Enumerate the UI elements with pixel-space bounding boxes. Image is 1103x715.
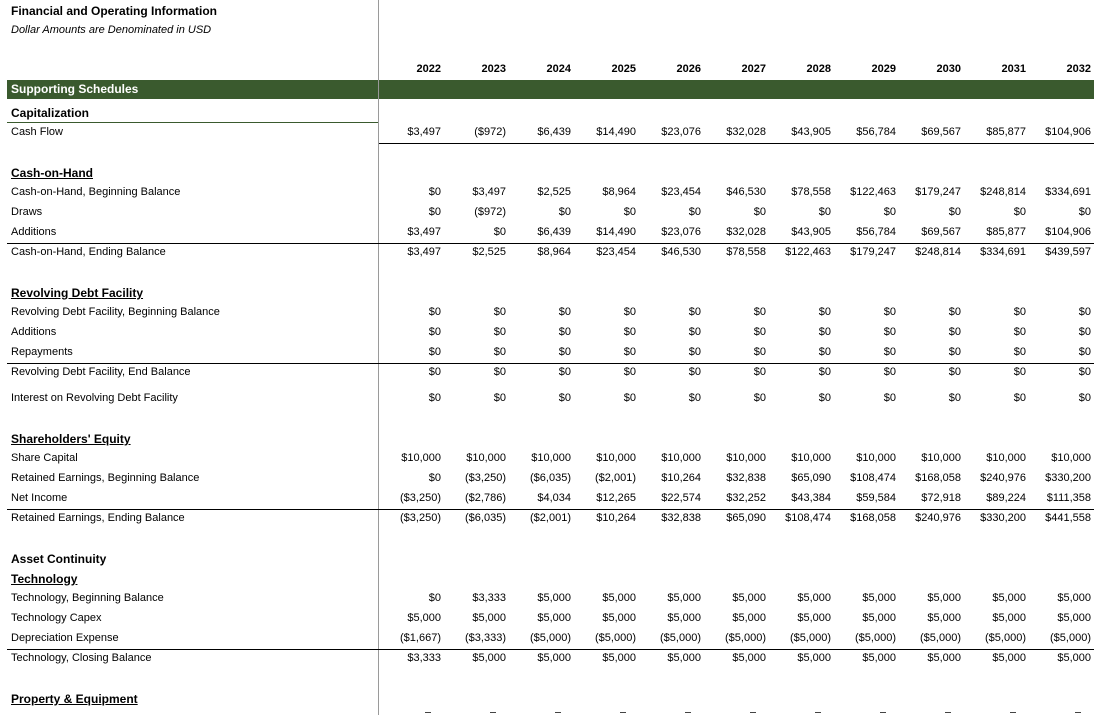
cell-2025: $10,264 — [596, 512, 636, 524]
cell-2023: $0 — [493, 392, 506, 404]
year-header-2031: 2031 — [1001, 63, 1026, 75]
cell-2032: $0 — [1078, 326, 1091, 338]
cell-2031: $0 — [1013, 306, 1026, 318]
row-label: Interest on Revolving Debt Facility — [11, 392, 178, 404]
cutoff-mark — [945, 712, 951, 713]
cell-2025: ($5,000) — [595, 632, 636, 644]
cell-2027: $32,838 — [726, 472, 766, 484]
section-cash-on-hand — [0, 165, 1103, 181]
table-row — [0, 365, 1103, 381]
cell-2028: $0 — [818, 366, 831, 378]
cell-2028: $43,905 — [791, 226, 831, 238]
cell-2027: $0 — [753, 346, 766, 358]
cell-2031: $0 — [1013, 326, 1026, 338]
cell-2023: $0 — [493, 366, 506, 378]
cutoff-mark — [425, 712, 431, 713]
cash-total-line — [7, 243, 1094, 244]
cell-2030: $10,000 — [921, 452, 961, 464]
cell-2026: $0 — [688, 326, 701, 338]
cell-2026: $10,264 — [661, 472, 701, 484]
cell-2031: $85,877 — [986, 126, 1026, 138]
cell-2030: ($5,000) — [920, 632, 961, 644]
section-property-equipment — [0, 691, 1103, 707]
table-row — [0, 345, 1103, 361]
cell-2025: $23,454 — [596, 246, 636, 258]
cell-2027: $46,530 — [726, 186, 766, 198]
cell-2026: $0 — [688, 392, 701, 404]
capitalization-underline — [7, 122, 378, 123]
cell-2023: ($3,250) — [465, 472, 506, 484]
cell-2027: $65,090 — [726, 512, 766, 524]
cutoff-mark — [1010, 712, 1016, 713]
table-row — [0, 391, 1103, 407]
row-label: Cash Flow — [11, 126, 63, 138]
table-row — [0, 185, 1103, 201]
year-header-2026: 2026 — [676, 63, 701, 75]
cutoff-mark — [555, 712, 561, 713]
cell-2025: $5,000 — [602, 612, 636, 624]
cell-2027: $5,000 — [732, 592, 766, 604]
cell-2023: $10,000 — [466, 452, 506, 464]
cell-2023: ($972) — [474, 206, 506, 218]
cell-2027: $32,028 — [726, 126, 766, 138]
cell-2029: $122,463 — [850, 186, 896, 198]
cell-2029: $59,584 — [856, 492, 896, 504]
year-header-row — [379, 61, 1094, 79]
table-row — [0, 325, 1103, 341]
section-cash-on-hand-label: Cash-on-Hand — [11, 166, 93, 180]
cell-2030: $240,976 — [915, 512, 961, 524]
cell-2026: $0 — [688, 366, 701, 378]
cell-2029: $5,000 — [862, 612, 896, 624]
cell-2023: ($972) — [474, 126, 506, 138]
cell-2031: $89,224 — [986, 492, 1026, 504]
revolver-total-line — [7, 363, 1094, 364]
table-row — [0, 245, 1103, 261]
cell-2024: $0 — [558, 306, 571, 318]
year-header-2030: 2030 — [936, 63, 961, 75]
cell-2024: $0 — [558, 326, 571, 338]
cell-2023: $0 — [493, 226, 506, 238]
cell-2030: $5,000 — [927, 612, 961, 624]
cutoff-mark — [685, 712, 691, 713]
cell-2029: ($5,000) — [855, 632, 896, 644]
cell-2028: $10,000 — [791, 452, 831, 464]
row-label: Share Capital — [11, 452, 78, 464]
cell-2023: $0 — [493, 306, 506, 318]
cell-2023: ($2,786) — [465, 492, 506, 504]
section-banner-label: Supporting Schedules — [11, 82, 139, 96]
row-label: Technology Capex — [11, 612, 102, 624]
cell-2023: $0 — [493, 326, 506, 338]
cell-2024: $2,525 — [537, 186, 571, 198]
page-title: Financial and Operating Information — [11, 4, 218, 18]
row-label: Technology, Beginning Balance — [11, 592, 164, 604]
cell-2031: $5,000 — [992, 592, 1026, 604]
cell-2022: $3,497 — [407, 246, 441, 258]
section-property-equipment-label: Property & Equipment — [11, 692, 138, 706]
cell-2029: $10,000 — [856, 452, 896, 464]
row-label: Revolving Debt Facility, Beginning Balance — [11, 306, 220, 318]
cell-2028: $0 — [818, 392, 831, 404]
section-shareholders-equity — [0, 431, 1103, 447]
cell-2032: $0 — [1078, 206, 1091, 218]
cell-2022: $10,000 — [401, 452, 441, 464]
cell-2025: $12,265 — [596, 492, 636, 504]
year-header-2029: 2029 — [871, 63, 896, 75]
cell-2029: $168,058 — [850, 512, 896, 524]
table-row — [0, 491, 1103, 507]
cell-2032: $111,358 — [1046, 492, 1091, 504]
cell-2031: $0 — [1013, 366, 1026, 378]
cell-2031: $330,200 — [980, 512, 1026, 524]
cell-2032: $10,000 — [1051, 452, 1091, 464]
subsection-technology-label: Technology — [11, 572, 78, 586]
cutoff-mark — [815, 712, 821, 713]
cell-2026: ($5,000) — [660, 632, 701, 644]
cell-2023: $2,525 — [472, 246, 506, 258]
cell-2025: $0 — [623, 326, 636, 338]
cell-2025: $5,000 — [602, 592, 636, 604]
cell-2022: ($3,250) — [400, 492, 441, 504]
cell-2024: $0 — [558, 366, 571, 378]
cell-2027: $10,000 — [726, 452, 766, 464]
cell-2032: $5,000 — [1057, 652, 1091, 664]
cell-2028: ($5,000) — [790, 632, 831, 644]
table-row — [0, 205, 1103, 221]
page-subtitle: Dollar Amounts are Denominated in USD — [11, 24, 212, 36]
cell-2032: $441,558 — [1045, 512, 1091, 524]
cell-2025: $10,000 — [596, 452, 636, 464]
cell-2031: $0 — [1013, 206, 1026, 218]
cell-2029: $0 — [883, 306, 896, 318]
cell-2028: $0 — [818, 306, 831, 318]
cell-2026: $23,076 — [661, 126, 701, 138]
cell-2030: $248,814 — [915, 246, 961, 258]
cell-2026: $23,454 — [661, 186, 701, 198]
cell-2029: $179,247 — [850, 246, 896, 258]
cell-2030: $69,567 — [921, 126, 961, 138]
cell-2022: $0 — [428, 326, 441, 338]
cell-2031: $0 — [1013, 392, 1026, 404]
section-banner-fill — [379, 80, 1094, 99]
cell-2027: $78,558 — [726, 246, 766, 258]
cutoff-mark — [1075, 712, 1081, 713]
cell-2024: $6,439 — [537, 126, 571, 138]
cell-2025: $0 — [623, 206, 636, 218]
cell-2023: $5,000 — [472, 612, 506, 624]
cell-2031: $334,691 — [980, 246, 1026, 258]
cell-2027: $5,000 — [732, 652, 766, 664]
cell-2030: $5,000 — [927, 592, 961, 604]
cell-2022: $3,497 — [407, 226, 441, 238]
cell-2024: $5,000 — [537, 652, 571, 664]
cell-2022: $5,000 — [407, 612, 441, 624]
section-capitalization-label: Capitalization — [11, 106, 90, 120]
row-label: Additions — [11, 326, 57, 338]
cell-2032: $0 — [1078, 366, 1091, 378]
cell-2026: $32,838 — [661, 512, 701, 524]
technology-total-line — [7, 649, 1094, 650]
cell-2029: $5,000 — [862, 652, 896, 664]
cell-2024: $6,439 — [537, 226, 571, 238]
cell-2022: $3,333 — [407, 652, 441, 664]
cell-2032: ($5,000) — [1050, 632, 1091, 644]
cash-flow-underline — [379, 143, 1094, 144]
cell-2028: $122,463 — [785, 246, 831, 258]
cell-2024: $5,000 — [537, 612, 571, 624]
cell-2024: ($6,035) — [530, 472, 571, 484]
section-shareholders-equity-label: Shareholders' Equity — [11, 432, 131, 446]
subsection-technology — [0, 571, 1103, 587]
cell-2030: $0 — [948, 392, 961, 404]
cell-2028: $43,384 — [791, 492, 831, 504]
cell-2022: $3,497 — [407, 126, 441, 138]
row-label: Technology, Closing Balance — [11, 652, 152, 664]
section-revolving-debt-label: Revolving Debt Facility — [11, 286, 144, 300]
cell-2028: $0 — [818, 326, 831, 338]
cell-2029: $108,474 — [850, 472, 896, 484]
table-row — [0, 451, 1103, 467]
row-label: Retained Earnings, Beginning Balance — [11, 472, 200, 484]
cell-2029: $0 — [883, 366, 896, 378]
cell-2030: $0 — [948, 326, 961, 338]
cell-2028: $0 — [818, 346, 831, 358]
cell-2028: $5,000 — [797, 652, 831, 664]
cell-2032: $104,906 — [1045, 126, 1091, 138]
cell-2027: $0 — [753, 366, 766, 378]
cell-2024: $0 — [558, 392, 571, 404]
cell-2032: $330,200 — [1045, 472, 1091, 484]
cell-2022: $0 — [428, 306, 441, 318]
cell-2030: $168,058 — [915, 472, 961, 484]
cell-2028: $43,905 — [791, 126, 831, 138]
cell-2025: ($2,001) — [595, 472, 636, 484]
cell-2022: $0 — [428, 392, 441, 404]
cell-2026: $23,076 — [661, 226, 701, 238]
row-label: Cash-on-Hand, Beginning Balance — [11, 186, 181, 198]
row-label: Revolving Debt Facility, End Balance — [11, 366, 191, 378]
table-row — [0, 511, 1103, 527]
section-revolving-debt — [0, 285, 1103, 301]
cell-2029: $0 — [883, 206, 896, 218]
row-label: Draws — [11, 206, 43, 218]
cell-2032: $5,000 — [1057, 592, 1091, 604]
row-label: Cash-on-Hand, Ending Balance — [11, 246, 166, 258]
year-header-2027: 2027 — [741, 63, 766, 75]
cell-2031: $0 — [1013, 346, 1026, 358]
cell-2028: $108,474 — [785, 512, 831, 524]
cell-2029: $5,000 — [862, 592, 896, 604]
cell-2022: $0 — [428, 472, 441, 484]
cell-2027: $0 — [753, 326, 766, 338]
cell-2023: ($3,333) — [465, 632, 506, 644]
cell-2027: $32,252 — [726, 492, 766, 504]
row-label: Retained Earnings, Ending Balance — [11, 512, 185, 524]
cell-2026: $5,000 — [667, 612, 701, 624]
cell-2023: ($6,035) — [465, 512, 506, 524]
cell-2025: $0 — [623, 366, 636, 378]
cell-2028: $5,000 — [797, 592, 831, 604]
cell-2030: $69,567 — [921, 226, 961, 238]
cell-2032: $334,691 — [1045, 186, 1091, 198]
table-row — [0, 471, 1103, 487]
cell-2026: $22,574 — [661, 492, 701, 504]
cell-2029: $56,784 — [856, 226, 896, 238]
cell-2027: $0 — [753, 392, 766, 404]
table-row — [0, 651, 1103, 667]
cell-2025: $0 — [623, 306, 636, 318]
cell-2030: $5,000 — [927, 652, 961, 664]
cell-2022: $0 — [428, 366, 441, 378]
cell-2030: $0 — [948, 366, 961, 378]
table-row — [0, 305, 1103, 321]
cell-2022: ($1,667) — [400, 632, 441, 644]
cell-2030: $0 — [948, 346, 961, 358]
section-asset-continuity — [0, 551, 1103, 567]
cell-2031: $5,000 — [992, 612, 1026, 624]
cell-2025: $8,964 — [602, 186, 636, 198]
cell-2024: $8,964 — [537, 246, 571, 258]
cell-2030: $72,918 — [921, 492, 961, 504]
cell-2027: ($5,000) — [725, 632, 766, 644]
cell-2027: $0 — [753, 206, 766, 218]
cell-2024: $5,000 — [537, 592, 571, 604]
year-header-2024: 2024 — [546, 63, 571, 75]
cell-2031: $10,000 — [986, 452, 1026, 464]
cell-2022: ($3,250) — [400, 512, 441, 524]
cell-2026: $0 — [688, 346, 701, 358]
row-label: Net Income — [11, 492, 68, 504]
cutoff-mark — [750, 712, 756, 713]
cell-2022: $0 — [428, 346, 441, 358]
table-row — [0, 611, 1103, 627]
cell-2031: $85,877 — [986, 226, 1026, 238]
table-row — [0, 125, 1103, 141]
cell-2023: $0 — [493, 346, 506, 358]
cutoff-mark — [880, 712, 886, 713]
year-header-2032: 2032 — [1066, 63, 1091, 75]
cell-2022: $0 — [428, 186, 441, 198]
cutoff-mark — [620, 712, 626, 713]
equity-total-line — [7, 509, 1094, 510]
cell-2029: $0 — [883, 346, 896, 358]
cell-2029: $0 — [883, 392, 896, 404]
cell-2031: $5,000 — [992, 652, 1026, 664]
cell-2029: $56,784 — [856, 126, 896, 138]
cell-2032: $439,597 — [1045, 246, 1091, 258]
table-row — [0, 631, 1103, 647]
cell-2027: $32,028 — [726, 226, 766, 238]
cell-2031: $248,814 — [980, 186, 1026, 198]
cell-2029: $0 — [883, 326, 896, 338]
cell-2028: $0 — [818, 206, 831, 218]
cell-2022: $0 — [428, 206, 441, 218]
year-header-2025: 2025 — [611, 63, 636, 75]
cell-2032: $0 — [1078, 346, 1091, 358]
cell-2023: $5,000 — [472, 652, 506, 664]
section-asset-continuity-label: Asset Continuity — [11, 552, 107, 566]
cell-2024: ($5,000) — [530, 632, 571, 644]
cell-2024: $0 — [558, 206, 571, 218]
cell-2025: $14,490 — [596, 226, 636, 238]
cell-2025: $0 — [623, 392, 636, 404]
cell-2030: $0 — [948, 306, 961, 318]
section-capitalization — [0, 105, 1103, 121]
cell-2026: $5,000 — [667, 652, 701, 664]
cell-2025: $0 — [623, 346, 636, 358]
cell-2028: $78,558 — [791, 186, 831, 198]
table-row — [0, 225, 1103, 241]
row-label: Repayments — [11, 346, 73, 358]
cell-2028: $65,090 — [791, 472, 831, 484]
cell-2023: $3,497 — [472, 186, 506, 198]
year-header-2023: 2023 — [481, 63, 506, 75]
cutoff-mark — [490, 712, 496, 713]
cell-2031: $240,976 — [980, 472, 1026, 484]
cell-2032: $0 — [1078, 392, 1091, 404]
row-label: Additions — [11, 226, 57, 238]
cell-2026: $0 — [688, 206, 701, 218]
cell-2026: $46,530 — [661, 246, 701, 258]
cell-2024: ($2,001) — [530, 512, 571, 524]
cell-2024: $10,000 — [531, 452, 571, 464]
cell-2025: $14,490 — [596, 126, 636, 138]
cell-2027: $0 — [753, 306, 766, 318]
cell-2026: $5,000 — [667, 592, 701, 604]
table-row — [0, 591, 1103, 607]
cell-2024: $0 — [558, 346, 571, 358]
cell-2031: ($5,000) — [985, 632, 1026, 644]
cell-2032: $104,906 — [1045, 226, 1091, 238]
cell-2022: $0 — [428, 592, 441, 604]
cell-2032: $0 — [1078, 306, 1091, 318]
year-header-2028: 2028 — [806, 63, 831, 75]
cell-2028: $5,000 — [797, 612, 831, 624]
cell-2025: $5,000 — [602, 652, 636, 664]
row-label: Depreciation Expense — [11, 632, 119, 644]
cell-2032: $5,000 — [1057, 612, 1091, 624]
cell-2026: $10,000 — [661, 452, 701, 464]
cell-2030: $0 — [948, 206, 961, 218]
year-header-2022: 2022 — [416, 63, 441, 75]
cell-2030: $179,247 — [915, 186, 961, 198]
cell-2023: $3,333 — [472, 592, 506, 604]
cell-2024: $4,034 — [537, 492, 571, 504]
cell-2026: $0 — [688, 306, 701, 318]
cell-2027: $5,000 — [732, 612, 766, 624]
